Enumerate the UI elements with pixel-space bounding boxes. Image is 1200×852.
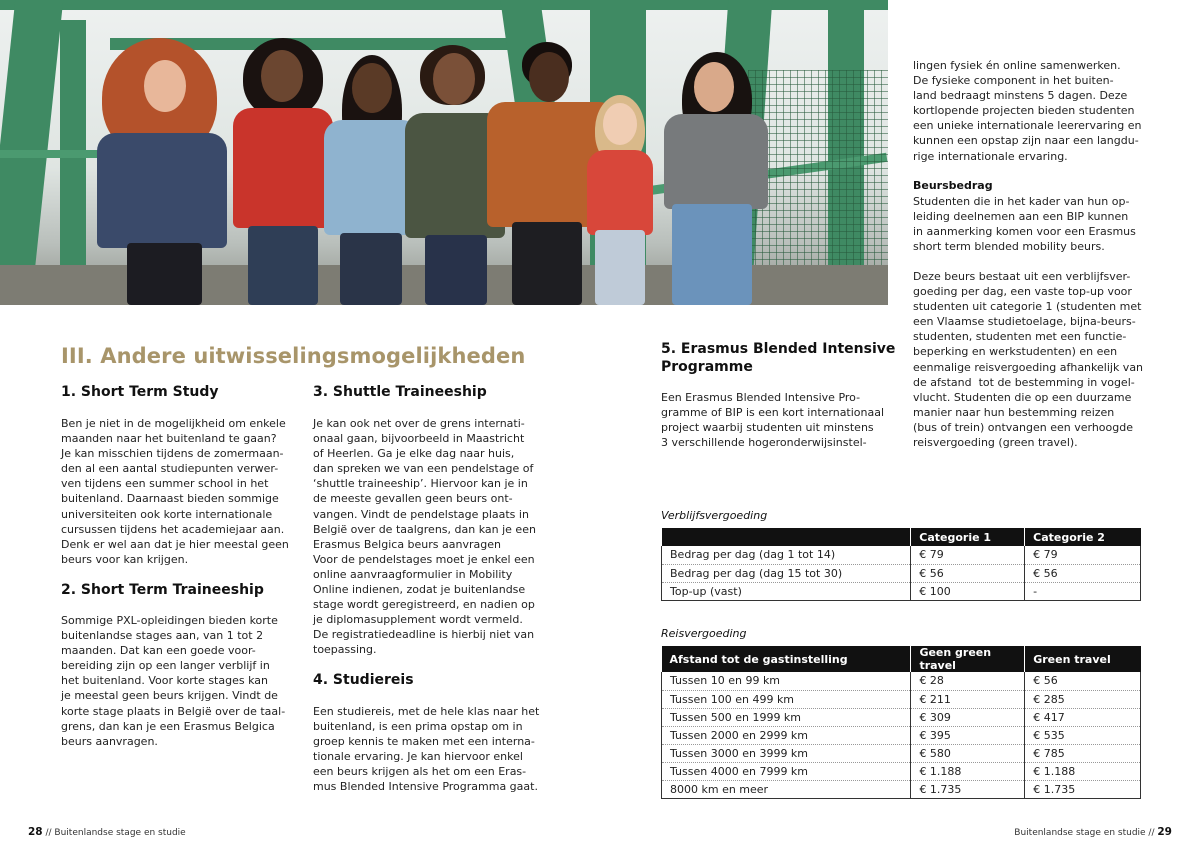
table-cell: € 1.188 [1025, 762, 1141, 780]
table-cell: € 285 [1025, 690, 1141, 708]
table-row [662, 708, 1141, 726]
page-number-left: 28 [28, 826, 43, 838]
table-cell: € 309 [911, 708, 1025, 726]
table-row [662, 780, 1141, 798]
table-cell: € 535 [1025, 726, 1141, 744]
table-cell: Tussen 3000 en 3999 km [662, 744, 911, 762]
reis-table [661, 646, 1141, 799]
table-header-cell: Green travel [1025, 646, 1141, 672]
heading-bip-line2: Programme [661, 359, 753, 375]
table-row [662, 744, 1141, 762]
footer-right-text: Buitenlandse stage en studie // [1014, 828, 1155, 838]
footer-left [28, 826, 186, 838]
section-title: III. Andere uitwisselingsmogelijkheden [61, 344, 526, 368]
table-cell: Bedrag per dag (dag 15 tot 30) [662, 564, 911, 582]
table-cell: € 79 [1025, 546, 1141, 564]
table-row [662, 726, 1141, 744]
table-row [662, 762, 1141, 780]
table-header-cell: Categorie 1 [911, 528, 1025, 546]
table-cell: € 211 [911, 690, 1025, 708]
text-shuttle-traineeship: Je kan ook net over de grens internati- onaal gaan, bijvoorbeeld in Maastricht of Heerlen. Ga je elke dag naar huis, dan spreken we van een pendelstage of ‘shuttle traineeship’. Hiervoor kan je in de meeste gevallen geen beurs ont- vangen. Vindt de pendelstage plaats in België over de taalgrens, dan kan je een Erasmus Belgica beurs aanvragen Voor de pendelstages moet je enkel een online aanvraagformulier in Mobility Online indienen, zodat je buitenlandse stage wordt geregistreerd, en nadien op je diplomasupplement wordt vermeld. De registratiedeadline is hierbij niet van toepassing. [313, 417, 536, 657]
text-beursbedrag: Studenten die in het kader van hun op- leiding deelnemen aan een BIP kunnen in aanmerking komen voor een Erasmus short term blended mobility beurs. [913, 195, 1136, 254]
table-cell: Tussen 100 en 499 km [662, 690, 911, 708]
table-row [662, 582, 1141, 600]
table-cell: € 56 [1025, 672, 1141, 690]
table-row [662, 564, 1141, 582]
table-cell: € 785 [1025, 744, 1141, 762]
table-row [662, 546, 1141, 564]
table-cell: € 1.188 [911, 762, 1025, 780]
person-figure [585, 95, 655, 305]
heading-shuttle-traineeship: 3. Shuttle Traineeship [313, 384, 487, 400]
text-short-term-study: Ben je niet in de mogelijkheid om enkele maanden naar het buitenland te gaan? Je kan misschien tijdens de zomermaan- den al een aantal studiepunten verwer- ven tijdens een summer school in het buitenland. Daarnaast bieden sommige universiteiten ook korte internationale cursussen tijdens het academiejaar aan. Denk er wel aan dat je hier meestal geen beurs voor kan krijgen. [61, 417, 289, 566]
text-studiereis: Een studiereis, met de hele klas naar het buitenland, is een prima opstap om in groep kennis te maken met een interna- tionale ervaring. Je kan hiervoor enkel een beurs krijgen als het om een Eras- mus Blended Intensive Programma gaat. [313, 705, 540, 794]
footer-left-text: // Buitenlandse stage en studie [45, 828, 186, 838]
table-cell: Bedrag per dag (dag 1 tot 14) [662, 546, 911, 564]
verblijf-table [661, 528, 1141, 601]
table-row [662, 672, 1141, 690]
heading-short-term-study: 1. Short Term Study [61, 384, 219, 400]
verblijf-table-caption: Verblijfsvergoeding [661, 509, 768, 522]
table-cell: 8000 km en meer [662, 780, 911, 798]
person-figure [92, 38, 232, 305]
table-cell: € 56 [911, 564, 1025, 582]
heading-short-term-traineeship: 2. Short Term Traineeship [61, 582, 264, 598]
table-header-cell: Categorie 2 [1025, 528, 1141, 546]
table-cell: Tussen 2000 en 2999 km [662, 726, 911, 744]
table-row [662, 690, 1141, 708]
table-header-row [662, 646, 1141, 672]
person-figure [662, 52, 772, 305]
table-cell: € 1.735 [1025, 780, 1141, 798]
table-cell: € 1.735 [911, 780, 1025, 798]
heading-studiereis: 4. Studiereis [313, 672, 414, 688]
table-cell: € 417 [1025, 708, 1141, 726]
table-cell: - [1025, 582, 1141, 600]
table-cell: € 79 [911, 546, 1025, 564]
table-cell: Tussen 10 en 99 km [662, 672, 911, 690]
table-cell: € 28 [911, 672, 1025, 690]
heading-bip: 5. Erasmus Blended Intensive [661, 341, 896, 357]
table-cell: € 580 [911, 744, 1025, 762]
table-header-cell: Afstand tot de gastinstelling [662, 646, 911, 672]
footer-right [1014, 826, 1172, 838]
beursbedrag-label: Beursbedrag [913, 179, 993, 192]
table-header-row [662, 528, 1141, 546]
table-cell: Tussen 500 en 1999 km [662, 708, 911, 726]
reis-table-caption: Reisvergoeding [661, 627, 747, 640]
table-cell: € 100 [911, 582, 1025, 600]
table-cell: Tussen 4000 en 7999 km [662, 762, 911, 780]
table-header-cell [662, 528, 911, 546]
text-bip-continuation: lingen fysiek én online samenwerken. De fysieke component in het buiten- land bedraagt minstens 5 dagen. Deze kortlopende projecten bieden studenten een unieke internationale leerervaring en kunnen een opstap zijn naar een langdu- rige internationale ervaring. [913, 59, 1142, 163]
page-number-right: 29 [1157, 826, 1172, 838]
text-bip: Een Erasmus Blended Intensive Pro- gramme of BIP is een kort internationaal project waarbij studenten uit minstens 3 verschillende hogeronderwijsinstel- [661, 391, 885, 450]
text-short-term-traineeship: Sommige PXL-opleidingen bieden korte buitenlandse stages aan, van 1 tot 2 maanden. Dat kan een goede voor- bereiding zijn op een langer verblijf in het buitenland. Voor korte stages kan je meestal geen beurs krijgen. Vindt de korte stage plaats in België over de taal- grens, dan kan je een Erasmus Belgica beurs aanvragen. [61, 614, 286, 748]
table-header-cell: Geen green travel [911, 646, 1025, 672]
text-beurs-detail: Deze beurs bestaat uit een verblijfsver- goeding per dag, een vaste top-up voor studenten uit categorie 1 (studenten met een Vlaamse studietoelage, bijna-beurs- studenten, studenten met een functie- beperking en werkstudenten) en een eenmalige reisvergoeding afhankelijk van de afstand tot de bestemming in vogel- vlucht. Studenten die op een duurzame manier naar hun bestemming reizen (bus of trein) ontvangen een verhoogde reisvergoeding (green travel). [913, 270, 1144, 450]
table-cell: € 56 [1025, 564, 1141, 582]
table-cell: € 395 [911, 726, 1025, 744]
hero-photo [0, 0, 888, 305]
table-cell: Top-up (vast) [662, 582, 911, 600]
